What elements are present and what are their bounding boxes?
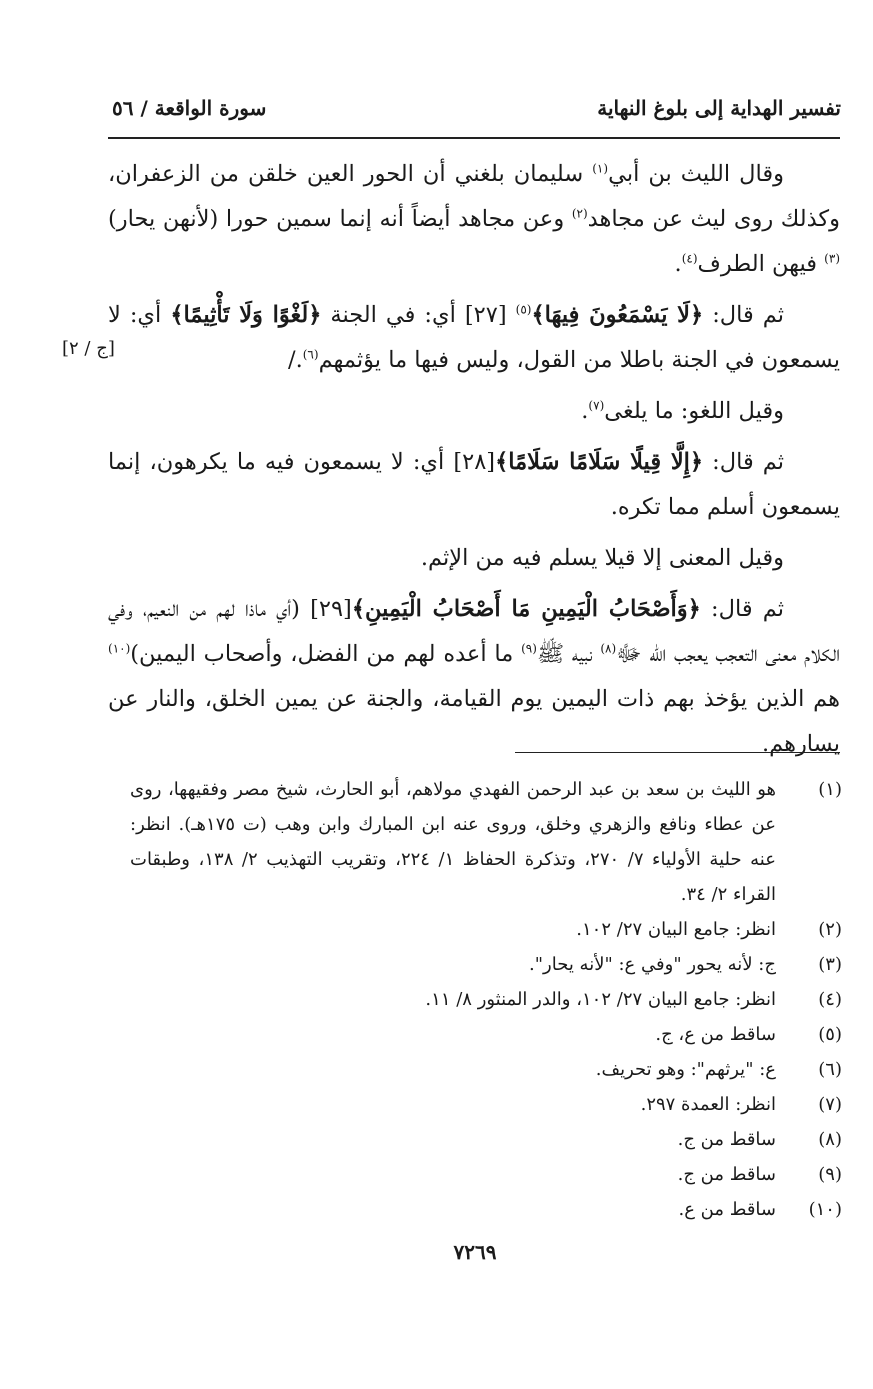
paragraph-5: وقيل المعنى إلا قيلا يسلم فيه من الإثم.: [420, 545, 784, 571]
paragraph-2: [108, 293, 840, 383]
text-run: سليمان بلغني أن الحور العين خلقن من الزعفران، وكذلك روى ليث عن مجاهد: [108, 161, 840, 232]
header-rule: [108, 137, 840, 139]
paragraph-4: [108, 440, 840, 530]
main-text: [108, 152, 840, 773]
footnote-ref: (٦): [302, 347, 319, 362]
text-run: فيهن الطرف: [697, 251, 825, 277]
text-run: ثم قال:: [703, 302, 784, 328]
footnote-ref: (٥): [515, 302, 532, 317]
quran-verse: ﴿لَغْوًا وَلَا تَأْثِيمًا﴾: [170, 302, 322, 328]
footnote-text: هو الليث بن سعد بن عبد الرحمن الفهدي مولاهم، أبو الحارث، شيخ مصر وفقيهها، روى عن عطاء ونافع والزهري وخلق، وروى عنه ابن المبارك وابن وهب (ت ١٧٥هـ). انظر: عنه حلية الأولياء ٧/ ٢٧٠، وتذكرة الحفاظ ١/ ٢٢٤، وتقريب التهذيب ٢/ ١٣٨، وطبقات القراء ٢/ ٣٤.: [130, 779, 776, 905]
quran-verse: ﴿إِلَّا قِيلًا سَلَامًا سَلَامًا﴾: [495, 449, 704, 475]
footnote: [130, 1087, 842, 1122]
running-header-surah: سورة الواقعة / ٥٦: [112, 96, 267, 120]
text-run: ./: [288, 347, 303, 373]
text-run: ما أعده لهم من الفضل، وأصحاب اليمين): [130, 641, 522, 667]
footnote-number: (١٠): [808, 1199, 842, 1220]
footnote: [130, 772, 842, 912]
page-number: ٧٢٦٩: [453, 1240, 497, 1264]
footnote-number: (٤): [818, 989, 842, 1010]
footnote-ref: (٣): [824, 251, 840, 266]
footnote: [130, 912, 842, 947]
footnote-number: (٩): [818, 1164, 842, 1185]
footnote-text: ج: لأنه يحور "وفي ع: "لأنه يحار".: [529, 954, 776, 975]
text-run: وقيل اللغو: ما يلغى: [604, 398, 784, 424]
quran-verse: ﴿وَأَصْحَابُ الْيَمِينِ مَا أَصْحَابُ الْيَمِينِ﴾: [351, 596, 701, 622]
footnote-ref: (١٠): [108, 641, 131, 656]
footnote-ref: (١): [592, 161, 609, 176]
text-run: وعن مجاهد أيضاً أنه إنما سمين حورا (لأنهن يحار): [108, 206, 572, 232]
footnote-text: انظر: العمدة ٢٩٧.: [640, 1094, 776, 1115]
quran-verse: ﴿لَا يَسْمَعُونَ فِيهَا﴾: [531, 302, 704, 328]
footnote-number: (٦): [818, 1059, 842, 1080]
paragraph-6: [108, 587, 840, 767]
footnote-number: (٧): [818, 1094, 842, 1115]
footnote: [130, 982, 842, 1017]
footnote: [130, 1017, 842, 1052]
footnote: [130, 1052, 842, 1087]
footnote-ref: (٧): [588, 398, 605, 413]
footnote: [130, 1192, 842, 1227]
footnote-ref: (٩): [521, 641, 537, 656]
footnote-text: ساقط من ج.: [677, 1129, 776, 1150]
footnote-text: ساقط من ج.: [677, 1164, 776, 1185]
text-run: .: [674, 251, 682, 277]
footnote-text: ساقط من ع.: [678, 1199, 776, 1220]
text-run: هم الذين يؤخذ بهم ذات اليمين يوم القيامة، والجنة عن يمين الخلق، والنار عن يسارهم.: [108, 686, 840, 757]
footnote-ref: (٢): [571, 206, 588, 221]
running-header-title: تفسير الهداية إلى بلوغ النهاية: [597, 96, 841, 120]
footnote-text: انظر: جامع البيان ٢٧/ ١٠٢.: [576, 919, 776, 940]
footnote: [130, 947, 842, 982]
footnote-ref: (٨): [600, 641, 617, 656]
text-run: ثم قال:: [700, 596, 784, 622]
text-run: [٢٨] أي: لا يسمعون فيه ما يكرهون، إنما يسمعون أسلم مما تكره.: [108, 449, 840, 520]
text-run: نبيه ﷺ: [536, 641, 601, 667]
text-run: ثم قال:: [703, 449, 784, 475]
footnote-number: (٢): [818, 919, 842, 940]
text-run: [٢٩] (أي ماذا لهم من النعيم، وفي الكلام معنى التعجب يعجب الله ﷻ: [108, 596, 840, 667]
paragraph-1: [108, 152, 840, 287]
text-run: وقال الليث بن أبي: [608, 161, 784, 187]
footnote-text: ساقط من ع، ج.: [655, 1024, 776, 1045]
footnotes: [130, 772, 842, 1227]
text-run: [٢٧] أي: في الجنة: [321, 302, 516, 328]
footnote-text: ع: "يرثهم": وهو تحريف.: [595, 1059, 776, 1080]
footnote-text: انظر: جامع البيان ٢٧/ ١٠٢، والدر المنثور ٨/ ١١.: [425, 989, 776, 1010]
footnote-number: (١): [818, 779, 842, 800]
footnote-number: (٣): [818, 954, 842, 975]
footnote-ref: (٤): [681, 251, 698, 266]
footnote: [130, 1122, 842, 1157]
text-run: أي: لا يسمعون في الجنة باطلا من القول، وليس فيها ما يؤثمهم: [108, 302, 840, 373]
text-run: .: [581, 398, 589, 424]
footnote-number: (٥): [818, 1024, 842, 1045]
footnote-number: (٨): [818, 1129, 842, 1150]
footnote: [130, 1157, 842, 1192]
manuscript-margin-note: [ج / ٢]: [62, 338, 115, 359]
paragraph-3: [108, 389, 840, 434]
footnote-separator: [515, 752, 840, 753]
